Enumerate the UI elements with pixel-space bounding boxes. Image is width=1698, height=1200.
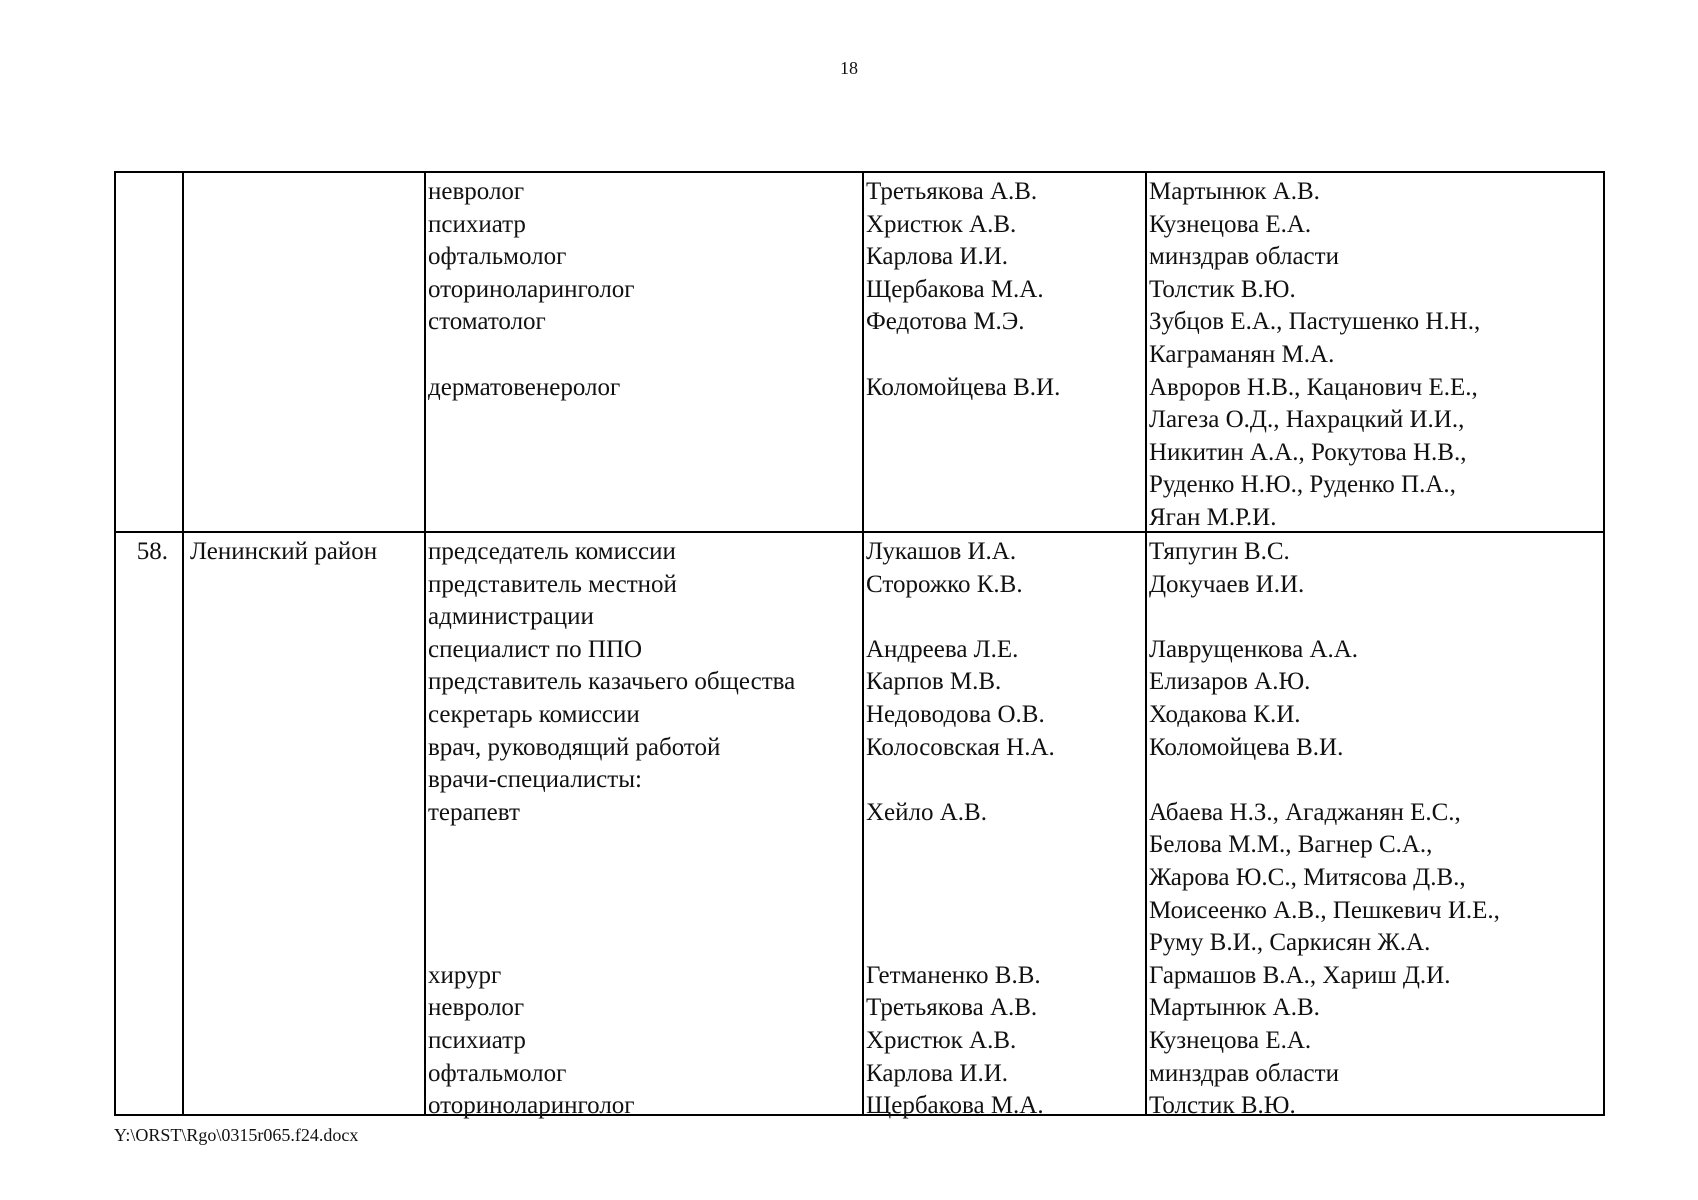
role-text: оториноларинголог (428, 275, 635, 303)
reserve-names: Докучаев И.И. (1149, 570, 1305, 598)
member-name: Карлова И.И. (866, 243, 1009, 271)
role-text (428, 927, 864, 960)
role-text: специалист по ППО (428, 635, 643, 663)
reserve-names: Тяпугин В.С. (1149, 538, 1290, 565)
member-name (866, 601, 1146, 634)
role-text: представитель местной (428, 570, 677, 598)
reserve-names: Кузнецова Е.А. (1149, 210, 1312, 238)
member-column (866, 176, 1146, 535)
role-column (428, 176, 864, 535)
reserve-names (1149, 764, 1604, 797)
reserve-names: Яган М.Р.И. (1149, 503, 1277, 531)
member-column (866, 536, 1146, 1123)
member-name: Андреева Л.Е. (866, 635, 1019, 663)
reserve-names: Моисеенко А.В., Пешкевич И.Е., (1149, 896, 1500, 924)
role-text: невролог (428, 994, 525, 1022)
reserve-names: Руму В.И., Саркисян Ж.А. (1149, 929, 1431, 957)
reserve-names: Толстик В.Ю. (1149, 1092, 1296, 1120)
page-number: 18 (840, 58, 858, 78)
member-name: Третьякова А.В. (866, 178, 1038, 205)
member-name: Коломойцева В.И. (866, 373, 1061, 401)
role-text (428, 829, 864, 862)
member-name (866, 469, 1146, 502)
reserve-names: Елизаров А.Ю. (1149, 668, 1311, 696)
member-name (866, 862, 1146, 895)
role-text: председатель комиссии (428, 538, 676, 565)
member-name: Лукашов И.А. (866, 538, 1017, 565)
role-text: невролог (428, 178, 525, 205)
reserve-names: Гармашов В.А., Хариш Д.И. (1149, 961, 1451, 989)
column-divider (424, 173, 426, 1114)
row-number (116, 176, 182, 209)
reserve-names: Никитин А.А., Рокутова Н.В., (1149, 438, 1467, 466)
role-text: офтальмолог (428, 1059, 567, 1087)
reserve-column (1149, 176, 1604, 535)
reserve-column (1149, 536, 1604, 1123)
member-name: Третьякова А.В. (866, 994, 1038, 1022)
reserve-names: Коломойцева В.И. (1149, 733, 1344, 761)
role-text: секретарь комиссии (428, 700, 640, 728)
member-name: Щербакова М.А. (866, 275, 1044, 303)
row-number: 58. (136, 538, 168, 565)
reserve-names: минздрав области (1149, 1059, 1339, 1087)
role-text: дерматовенеролог (428, 373, 621, 401)
member-name: Гетманенко В.В. (866, 961, 1041, 989)
commission-table (114, 171, 1605, 1120)
reserve-names: Руденко Н.Ю., Руденко П.А., (1149, 471, 1456, 499)
reserve-names: Мартынюк А.В. (1149, 994, 1320, 1022)
reserve-names: Зубцов Е.А., Пастушенко Н.Н., (1149, 308, 1481, 336)
reserve-names: Каграманян М.А. (1149, 340, 1335, 368)
member-name (866, 502, 1146, 535)
role-text: представитель казачьего общества (428, 668, 796, 696)
member-name: Щербакова М.А. (866, 1092, 1044, 1120)
role-text: психиатр (428, 210, 526, 238)
member-name: Хейло А.В. (866, 798, 987, 826)
role-text: оториноларинголог (428, 1092, 635, 1120)
column-divider (182, 173, 184, 1114)
member-name: Колосовская Н.А. (866, 733, 1055, 761)
member-name: Сторожко К.В. (866, 570, 1023, 598)
member-name (866, 829, 1146, 862)
reserve-names: Мартынюк А.В. (1149, 178, 1320, 205)
member-name (866, 404, 1146, 437)
reserve-names: Лаврущенкова А.А. (1149, 635, 1359, 663)
reserve-names (1149, 601, 1604, 634)
member-name: Недоводова О.В. (866, 700, 1045, 728)
reserve-names: минздрав области (1149, 243, 1339, 271)
member-name: Федотова М.Э. (866, 308, 1025, 336)
member-name: Карпов М.В. (866, 668, 1002, 696)
member-name (866, 895, 1146, 928)
role-text: офтальмолог (428, 243, 567, 271)
role-text (428, 469, 864, 502)
role-text (428, 502, 864, 535)
role-text (428, 339, 864, 372)
role-text: терапевт (428, 798, 520, 826)
reserve-names: Авроров Н.В., Кацанович Е.Е., (1149, 373, 1478, 401)
reserve-names: Белова М.М., Вагнер С.А., (1149, 831, 1433, 859)
role-text: стоматолог (428, 308, 546, 336)
role-text: хирург (428, 961, 502, 989)
member-name (866, 339, 1146, 372)
role-column (428, 536, 864, 1123)
reserve-names: Толстик В.Ю. (1149, 275, 1296, 303)
reserve-names: Ходакова К.И. (1149, 700, 1301, 728)
member-name: Христюк А.В. (866, 1026, 1017, 1054)
member-name (866, 764, 1146, 797)
member-name (866, 437, 1146, 470)
role-text: врачи-специалисты: (428, 766, 642, 794)
role-text (428, 404, 864, 437)
member-name: Карлова И.И. (866, 1059, 1009, 1087)
member-name (866, 927, 1146, 960)
role-text (428, 895, 864, 928)
footer-file-path: Y:\ORST\Rgo\0315r065.f24.docx (114, 1125, 359, 1145)
role-text: психиатр (428, 1026, 526, 1054)
role-text (428, 862, 864, 895)
role-text (428, 437, 864, 470)
district-name: Ленинский район (190, 538, 378, 565)
member-name: Христюк А.В. (866, 210, 1017, 238)
reserve-names: Абаева Н.З., Агаджанян Е.С., (1149, 798, 1461, 826)
reserve-names: Кузнецова Е.А. (1149, 1026, 1312, 1054)
role-text: администрации (428, 603, 594, 631)
role-text: врач, руководящий работой (428, 733, 721, 761)
reserve-names: Жарова Ю.С., Митясова Д.В., (1149, 863, 1466, 891)
reserve-names: Лагеза О.Д., Нахрацкий И.И., (1149, 406, 1465, 434)
